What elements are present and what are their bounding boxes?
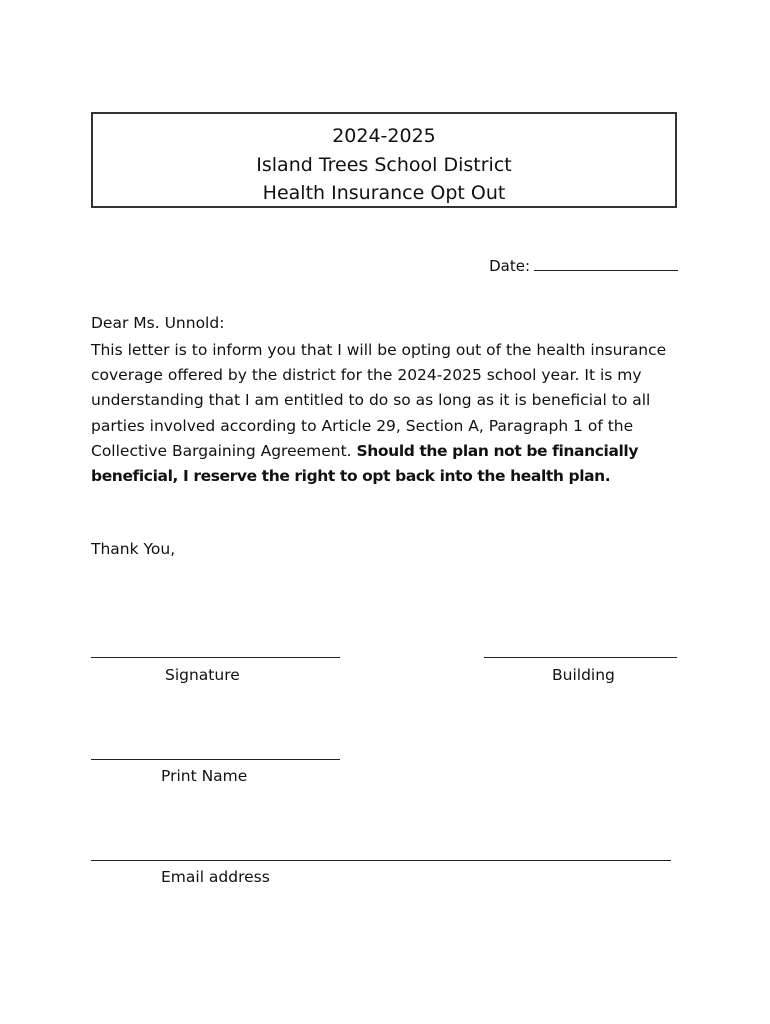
- letter-body: [91, 338, 691, 489]
- date-label: Date:: [489, 257, 530, 275]
- building-line[interactable]: [484, 657, 677, 658]
- print-name-line[interactable]: [91, 759, 340, 760]
- signature-label: Signature: [165, 666, 240, 684]
- signature-line[interactable]: [91, 657, 340, 658]
- email-line[interactable]: [91, 860, 671, 861]
- building-label: Building: [552, 666, 615, 684]
- district-name: Island Trees School District: [256, 153, 512, 176]
- email-label: Email address: [161, 868, 270, 886]
- form-year: 2024-2025: [332, 125, 436, 147]
- date-field: [489, 257, 678, 275]
- date-blank-line[interactable]: [534, 258, 678, 271]
- letter-body-text: This letter is to inform you that I will be opting out of the health insurance coverage offered by the district for the 2024-2025 school year. It is my understanding that I am entitled to do so as long as it is beneficial to all parties involved according to Article 29, Section A, Paragraph 1 of the Collective Bargaining Agreement.: [91, 341, 667, 460]
- letter-body-emphasis: Should the plan not be financially beneficial, I reserve the right to opt back into the health plan.: [91, 441, 639, 486]
- form-title: Health Insurance Opt Out: [262, 182, 506, 204]
- salutation: Dear Ms. Unnold:: [91, 314, 225, 332]
- closing: Thank You,: [91, 540, 176, 558]
- print-name-label: Print Name: [161, 767, 248, 785]
- title-box: [91, 112, 677, 208]
